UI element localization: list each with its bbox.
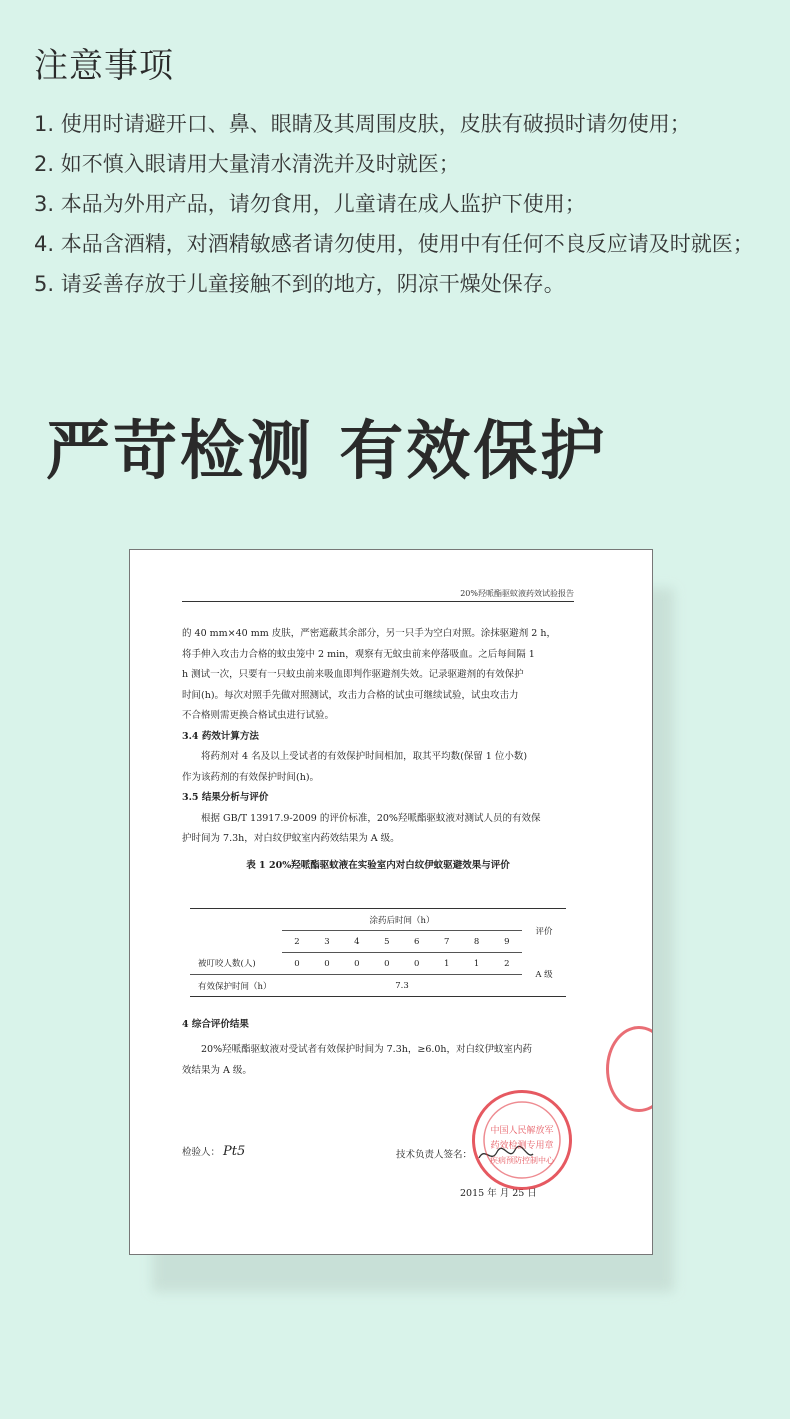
bitten-count-cell: 0 <box>312 953 342 975</box>
section-3-5-title: 3.5 结果分析与评价 <box>182 792 269 803</box>
partial-seal <box>606 1026 653 1112</box>
svg-text:药效检测专用章: 药效检测专用章 <box>490 1141 554 1151</box>
inspector-handwriting: Pt5 <box>223 1144 246 1159</box>
intro-line: 的 40 mm×40 mm 皮肤，严密遮蔽其余部分，另一只手为空白对照。涂抹驱避剂 2 h， <box>182 628 556 639</box>
intro-line: 时间(h)。每次对照手先做对照测试，攻击力合格的试虫可继续试验，试虫攻击力 <box>182 689 519 701</box>
report-header: 20%羟哌酯驱蚊液药效试验报告 <box>460 589 574 598</box>
protection-time-value: 7.3 <box>395 980 409 991</box>
hour-cell: 9 <box>492 931 522 953</box>
seal-star <box>475 1093 569 1187</box>
bitten-count-cell: 0 <box>372 953 402 975</box>
bitten-count-cell: 2 <box>492 953 522 975</box>
header-rule <box>182 601 574 602</box>
table-corner <box>190 909 282 953</box>
notice-list <box>34 104 774 304</box>
sec35-line: 根据 GB/T 13917.9-2009 的评价标准，20%羟哌酯驱蚊液对测试人员的有效保 <box>201 812 541 824</box>
hour-cell: 8 <box>462 931 492 953</box>
sec34-line: 将药剂对 4 名及以上受试者的有效保护时间相加，取其平均数(保留 1 位小数) <box>201 751 528 762</box>
test-report-document <box>129 549 653 1255</box>
hour-cell: 7 <box>432 931 462 953</box>
bitten-count-cell: 1 <box>432 953 462 975</box>
notice-item: 1. 使用时请避开口、鼻、眼睛及其周围皮肤，皮肤有破损时请勿使用； <box>34 112 691 136</box>
results-table <box>190 908 566 997</box>
inspector-signature <box>182 1144 245 1159</box>
report-body <box>182 624 574 886</box>
section-4-title: 4 综合评价结果 <box>182 1019 249 1030</box>
sec35-line: 护时间为 7.3h，对白纹伊蚊室内药效结果为 A 级。 <box>182 833 400 844</box>
intro-line: 不合格则需更换合格试虫进行试验。 <box>182 710 335 721</box>
sec4-line: 20%羟哌酯驱蚊液对受试者有效保护时间为 7.3h，≥6.0h，对白纹伊蚊室内药 <box>201 1044 533 1055</box>
rating-header: 评价 <box>535 926 553 937</box>
intro-line: h 测试一次，只要有一只蚊虫前来吸血即判作驱避剂失效。记录驱避剂的有效保护 <box>182 669 524 680</box>
hour-cell: 4 <box>342 931 372 953</box>
conclusion <box>182 1014 574 1081</box>
protection-time-label: 有效保护时间（h） <box>198 981 272 992</box>
rating-value: A 级 <box>535 970 553 981</box>
bitten-count-cell: 1 <box>462 953 492 975</box>
official-seal <box>472 1090 572 1190</box>
bitten-count-cell: 0 <box>402 953 432 975</box>
notice-item: 3. 本品为外用产品，请勿食用，儿童请在成人监护下使用； <box>34 192 586 216</box>
report-date: 2015 年 月 25 日 <box>460 1188 537 1199</box>
notice-item: 2. 如不慎入眼请用大量清水清洗并及时就医； <box>34 152 460 176</box>
hour-cell: 3 <box>312 931 342 953</box>
hour-cell: 2 <box>282 931 312 953</box>
inspector-label: 检验人： <box>182 1147 221 1158</box>
tech-label: 技术负责人签名： <box>396 1149 473 1161</box>
notice-item: 4. 本品含酒精，对酒精敏感者请勿使用，使用中有任何不良反应请及时就医； <box>34 232 754 256</box>
svg-text:中国人民解放军: 中国人民解放军 <box>490 1126 554 1136</box>
bitten-count-cell: 0 <box>282 953 312 975</box>
intro-line: 将手伸入攻击力合格的蚊虫笼中 2 min，观察有无蚊虫前来停落吸血。之后每间隔 1 <box>182 648 535 660</box>
table-caption: 表 1 20%羟哌酯驱蚊液在实验室内对白纹伊蚊驱避效果与评价 <box>246 859 510 871</box>
notice-item: 5. 请妥善存放于儿童接触不到的地方，阴凉干燥处保存。 <box>34 272 565 296</box>
headline: 严苛检测 有效保护 <box>46 415 608 489</box>
bitten-count-label: 被叮咬人数(人) <box>190 953 282 975</box>
bitten-count-cell: 0 <box>342 953 372 975</box>
hour-cell: 5 <box>372 931 402 953</box>
section-3-4-title: 3.4 药效计算方法 <box>182 730 259 742</box>
sec4-line: 效结果为 A 级。 <box>182 1065 252 1076</box>
group-header: 涂药后时间（h） <box>282 909 522 931</box>
svg-text:疾病预防控制中心: 疾病预防控制中心 <box>490 1156 554 1165</box>
notice-title: 注意事项 <box>34 46 174 86</box>
hour-cell: 6 <box>402 931 432 953</box>
sec34-line: 作为该药剂的有效保护时间(h)。 <box>182 771 320 783</box>
